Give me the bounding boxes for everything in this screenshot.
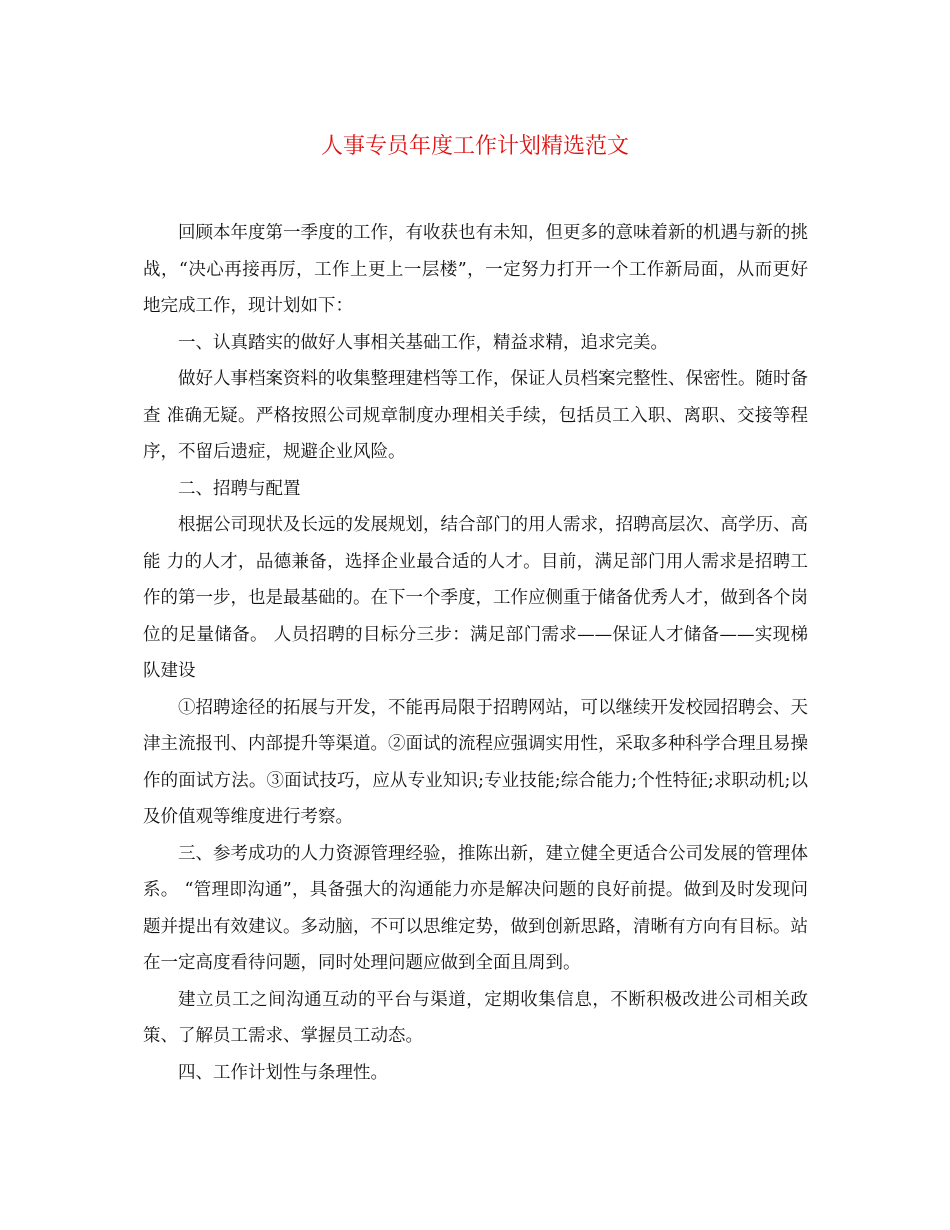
document-title: 人事专员年度工作计划精选范文 xyxy=(320,134,629,159)
paragraph-recruitment: 根据公司现状及长远的发展规划，结合部门的用人需求，招聘高层次、高学历、高能 力的人才，品德兼备，选择企业最合适的人才。目前，满足部门用人需求是招聘工作的第一步，也是最基础的。在下一个季度，工作应侧重于储备优秀人才，做到各个岗位的足量储备。 人员招聘的目标分三步：满足部门需求——保证人才储备——实现梯队建设 xyxy=(143,515,808,681)
paragraph-archives: 做好人事档案资料的收集整理建档等工作，保证人员档案完整性、保密性。随时备查 准确无疑。严格按照公司规章制度办理相关手续，包括员工入职、离职、交接等程序，不留后遗症，规避企业风险。 xyxy=(143,369,808,462)
document-body xyxy=(143,215,808,1091)
paragraph-intro: 回顾本年度第一季度的工作，有收获也有未知，但更多的意味着新的机遇与新的挑战，“决心再接再厉，工作上更上一层楼”，一定努力打开一个工作新局面，从而更好地完成工作，现计划如下： xyxy=(143,223,808,316)
section-heading-1: 一、认真踏实的做好人事相关基础工作，精益求精，追求完美。 xyxy=(178,332,668,353)
paragraph-communication: 建立员工之间沟通互动的平台与渠道，定期收集信息，不断积极改进公司相关政策、了解员工需求、掌握员工动态。 xyxy=(143,989,808,1046)
section-heading-3: 三、参考成功的人力资源管理经验，推陈出新，建立健全更适合公司发展的管理体系。 “管理即沟通”，具备强大的沟通能力亦是解决问题的良好前提。做到及时发现问题并提出有效建议。多动脑，不可以思维定势，做到创新思路，清晰有方向有目标。站在一定高度看待问题，同时处理问题应做到全面且周到。 xyxy=(143,843,808,973)
section-heading-2: 二、招聘与配置 xyxy=(178,478,301,499)
paragraph-recruitment-methods: ①招聘途径的拓展与开发，不能再局限于招聘网站，可以继续开发校园招聘会、天津主流报刊、内部提升等渠道。②面试的流程应强调实用性，采取多种科学合理且易操作的面试方法。③面试技巧，应从专业知识;专业技能;综合能力;个性特征;求职动机;以及价值观等维度进行考察。 xyxy=(143,697,808,827)
section-heading-4: 四、工作计划性与条理性。 xyxy=(178,1062,388,1083)
